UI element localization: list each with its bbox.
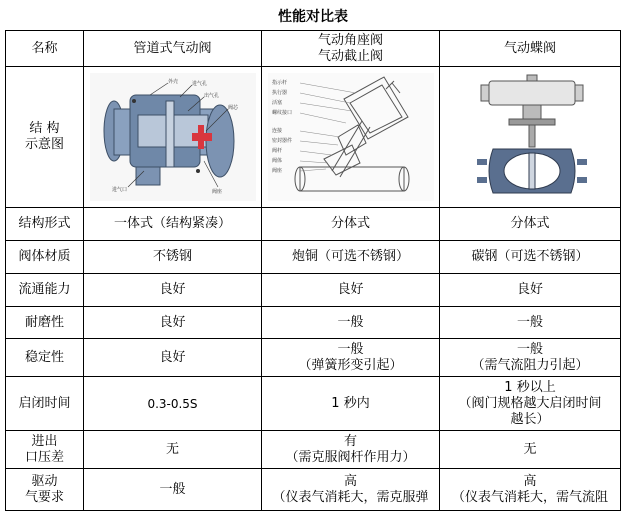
cell-wear-c3: 一般 [440,307,621,339]
cell-structure-c1: 一体式（结构紧凑） [84,208,262,241]
row-label-switch-time: 启闭时间 [6,377,84,431]
angle-seat-valve-diagram-cell [262,67,440,208]
pressure-label-line1: 进出 [31,433,58,449]
table-row [6,274,621,307]
callout-3: 出气孔 [203,93,219,99]
butterfly-valve-diagram-icon [445,71,615,203]
table-row [6,339,621,377]
row-label-flow: 流通能力 [6,274,84,307]
callout-4: 螺纹接口 [271,110,292,116]
cell-drive-c1: 一般 [84,469,262,511]
cell-drive-c3 [440,469,621,511]
header-name: 名称 [6,31,84,67]
row-label-structure: 结构形式 [6,208,84,241]
callout-5: 进气口 [111,187,127,193]
header-angle-seat-line1: 气动角座阀 [317,32,383,48]
header-angle-seat-valve [262,31,440,67]
row-label-drive [6,469,84,511]
header-angle-seat-line2: 气动截止阀 [317,48,383,64]
diagram-label-line1: 结 构 [29,121,60,136]
table-row [6,307,621,339]
diagram-label-line2: 示意图 [24,137,64,152]
pipeline-valve-cutaway-diagram-icon [88,71,258,203]
cell-structure-c2: 分体式 [262,208,440,241]
row-label-stability: 稳定性 [6,339,84,377]
switch-time-c3-line2: （阀门规格越大启闭时间 [458,395,602,411]
table-row [6,241,621,274]
page-title: 性能对比表 [278,9,348,25]
header-pipeline-valve: 管道式气动阀 [84,31,262,67]
switch-time-c3-line3: 越长） [510,411,550,427]
drive-label-line1: 驱动 [31,473,58,489]
callout-4: 阀芯 [227,105,238,111]
cell-stability-c3 [440,339,621,377]
pressure-label-line2: 口压差 [24,449,64,465]
stability-c3-line1: 一般 [516,341,543,357]
drive-c2-line1: 高 [343,473,357,489]
callout-8: 阀体 [271,158,282,164]
row-label-wear: 耐磨性 [6,307,84,339]
cell-structure-c3: 分体式 [440,208,621,241]
callout-6: 密封器件 [271,138,292,144]
cell-material-c2: 炮铜（可选不锈钢） [262,241,440,274]
header-butterfly-valve: 气动蝶阀 [440,31,621,67]
angle-seat-valve-cutaway-diagram-icon [266,71,436,203]
cell-pressure-c2 [262,431,440,469]
cell-switch-time-c2: 1 秒内 [262,377,440,431]
cell-wear-c1: 良好 [84,307,262,339]
pressure-c2-line2: （需克服阀杆作用力） [285,449,416,465]
callout-1: 指示杆 [271,80,287,86]
cell-pressure-c1: 无 [84,431,262,469]
callout-6: 阀座 [211,189,222,195]
cell-stability-c1: 良好 [84,339,262,377]
table-row [6,208,621,241]
diagram-row-label [6,67,84,208]
stability-c2-line1: 一般 [337,341,364,357]
cell-drive-c2 [262,469,440,511]
cell-stability-c2 [262,339,440,377]
cell-flow-c3: 良好 [440,274,621,307]
pipeline-valve-diagram-cell [84,67,262,208]
callout-2: 进气孔 [191,81,207,87]
pressure-c2-line1: 有 [343,433,357,449]
callout-1: 外壳 [167,79,178,85]
cell-material-c1: 不锈钢 [84,241,262,274]
comparison-table [5,30,621,511]
table-row [6,377,621,431]
callout-5: 连接 [271,128,282,134]
callout-9: 阀座 [271,168,282,174]
table-row [6,431,621,469]
cell-switch-time-c3 [440,377,621,431]
cell-pressure-c3: 无 [440,431,621,469]
row-label-pressure-diff [6,431,84,469]
stability-c3-line2: （需气流阻力引起） [471,357,589,373]
cell-wear-c2: 一般 [262,307,440,339]
drive-c3-line2: （仪表气消耗大，需气流阻 [451,489,608,505]
drive-c3-line1: 高 [523,473,537,489]
switch-time-c3-line1: 1 秒以上 [504,379,556,395]
table-row [6,469,621,511]
butterfly-valve-diagram-cell [440,67,621,208]
callout-2: 执行器 [271,90,287,96]
cell-switch-time-c1: 0.3-0.5S [84,377,262,431]
cell-flow-c2: 良好 [262,274,440,307]
drive-c2-line2: （仪表气消耗大，需克服弹 [272,489,429,505]
diagram-row [6,67,621,208]
stability-c2-line2: （弹簧形变引起） [298,357,403,373]
callout-7: 阀杆 [271,148,282,154]
row-label-material: 阀体材质 [6,241,84,274]
cell-flow-c1: 良好 [84,274,262,307]
drive-label-line2: 气要求 [24,489,64,505]
cell-material-c3: 碳钢（可选不锈钢） [440,241,621,274]
header-row [6,31,621,67]
callout-3: 活塞 [271,100,282,106]
